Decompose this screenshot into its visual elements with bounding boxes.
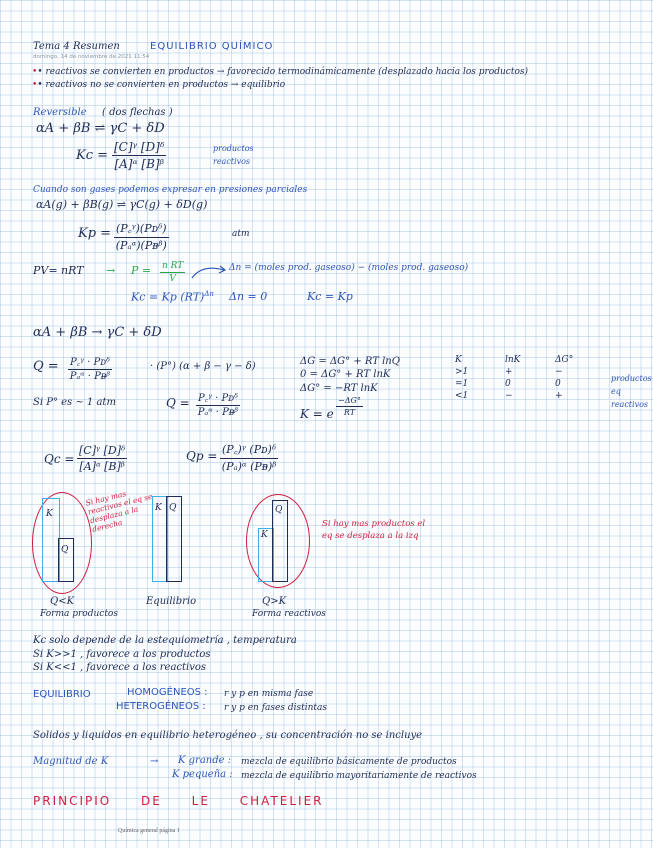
table-cell: − [505,391,513,401]
thermo-line-2: 0 = ΔG° + RT lnK [300,369,391,380]
kc-kp-relation: Kc = Kp (RT)$^{\Delta n}$ [131,290,214,304]
pv-arrow: → [106,264,116,277]
delta-n-zero: Δn = 0 [229,290,268,303]
k-grande-desc: mezcla de equilibrio básicamente de productos [241,757,457,767]
kp-unit: atm [232,229,250,239]
q2-fraction: P꜀ᵞ · Pᴅᵟ Pₐᵅ · Pᴃᵝ [196,390,240,418]
page-date: domingo, 14 de noviembre de 2021 11:54 [33,54,150,60]
kp-fraction: (P꜀ᵞ)(Pᴅᵟ) (Pₐᵅ)(Pᴃᵝ) [115,222,167,252]
kp-label: Kp = [78,226,112,241]
q-label-left: Q [61,545,69,555]
table-cell: =1 [455,379,469,389]
intro-line-2: •• reactivos no se convierten en productos → equilibrio [32,80,286,90]
k-label-center: K [155,503,162,513]
qc-fraction: $\frac{\text{[C]ᵞ [D]ᵟ}}{\text{[A]ᵅ [B]ᵝ}}$ [79,444,126,473]
kc-depends-line-2: Si K>>1 , favorece a los productos [33,649,211,660]
caption-forma-reactivos: Forma reactivos [252,609,326,619]
k-table [455,355,605,403]
qc-label: Qc = [44,452,75,466]
caption-q-gt-k: Q>K [262,596,287,607]
caption-equilibrio: Equilibrio [146,596,197,607]
k-col-header: K [455,355,462,365]
qp-fraction: $\frac{\text{(P꜀)ᵞ (Pᴅ)ᵟ}}{\text{(Pₐ)ᵅ (Pᴃ)ᵝ}}$ [221,443,277,473]
principio-heading: PRINCIPIO DE LE CHATELIER [33,794,324,808]
magnitud-arrow: → [150,756,159,767]
reversible-heading: Reversible [33,107,87,118]
table-cell: + [505,367,513,377]
table-cell: >1 [455,367,469,377]
gases-equation: αA(g) + βB(g) ⇌ γC(g) + δD(g) [36,198,208,211]
dg-col-header: ΔG° [555,355,574,365]
si-p-one-atm: Si P° es ~ 1 atm [33,397,116,408]
homogeneos-label: HOMOGÉNEOS : [127,687,208,698]
k-exp-fraction: $\frac{-\Delta G^\circ}{RT}$ [338,396,361,417]
reversible-note: ( dos flechas ) [102,107,173,118]
magnitud-label: Magnitud de K [33,756,109,767]
q-label-center: Q [169,503,177,513]
k-pequena-label: K pequeña : [172,769,233,780]
note-right: Si hay mas productos el eq se desplaza a la izq [322,519,426,541]
kc-label: Kc = [76,148,109,163]
delta-n-arrow-icon [190,262,230,282]
side-reactivos: reactivos [611,400,649,409]
side-eq: eq [611,387,621,396]
heterogeneos-label: HETEROGÉNEOS : [116,701,206,712]
k-pequena-desc: mezcla de equilibrio mayoritariamente de reactivos [241,771,477,781]
tema-title: Tema 4 Resumen [33,41,120,52]
reversible-equation: αA + βB ⇌ γC + δD [36,121,165,136]
q-label: Q = [33,359,59,374]
table-cell: 0 [505,379,511,389]
side-productos: productos [611,374,652,383]
kc-depends-line-3: Si K<<1 , favorece a los reactivos [33,662,207,673]
q-label-right: Q [275,505,283,515]
equilibrio-label: EQUILIBRIO [33,689,91,700]
pressure-fraction: $\frac{\text{n RT}}{V}$ [162,261,184,284]
solidos-line: Solidos y liquidos en equilibrio heterogéneo , su concentración no se incluye [33,730,423,741]
table-row [455,367,605,379]
kc-reactivos: reactivos [213,157,251,166]
pressure-label: P = [131,264,152,277]
k-label-left: K [46,509,53,519]
k-exp-label: K = e [300,407,334,421]
q-fraction: P꜀ᵞ · Pᴅᵟ Pₐᵅ · Pᴃᵝ [68,354,112,382]
lnk-col-header: lnK [505,355,521,365]
k-grande-label: K grande : [178,755,232,766]
ideal-gas-law: PV= nRT [33,264,84,277]
table-cell: + [555,391,563,401]
caption-q-lt-k: Q<K [50,596,75,607]
table-cell: 0 [555,379,561,389]
q2-label: Q = [166,396,190,410]
table-cell: <1 [455,391,469,401]
kc-productos: productos [213,144,254,153]
thermo-line-3: ΔG° = −RT lnK [300,383,378,394]
intro-line-1: •• reactivos se convierten en productos → favorecido termodinámicamente (desplazado hacia los productos) [32,67,528,77]
k-table-header [455,355,605,367]
kc-depends-line-1: Kc solo depende de la estequiometría , temperatura [33,635,297,646]
qp-label: Qp = [186,449,218,463]
k-label-right: K [261,530,268,540]
caption-forma-productos: Forma productos [40,609,118,619]
kc-fraction: $\frac{\text{[C]ᵞ [D]ᵟ}}{\text{[A]ᵅ [B]ᵝ}}$ [114,140,165,171]
table-row [455,379,605,391]
table-cell: − [555,367,563,377]
note-left: Si hay mas reactivos el eq se desplaza a la derecha [84,489,154,534]
gases-heading: Cuando son gases podemos expresar en presiones parciales [33,185,308,195]
kc-equals-kp: Kc = Kp [307,290,353,303]
page-title: EQUILIBRIO QUÍMICO [150,41,274,52]
page-footer: Química general página 1 [118,828,180,834]
thermo-line-1: ΔG = ΔG° + RT lnQ [300,356,400,367]
table-row [455,391,605,403]
homogeneos-desc: r y p en misma fase [224,689,314,699]
delta-n-definition: Δn = (moles prod. gaseoso) − (moles prod. gaseoso) [229,263,469,273]
q-tail: · (P°) (α + β − γ − δ) [150,361,256,372]
reaction-equation: αA + βB → γC + δD [33,325,162,340]
heterogeneos-desc: r y p en fases distintas [224,703,327,713]
